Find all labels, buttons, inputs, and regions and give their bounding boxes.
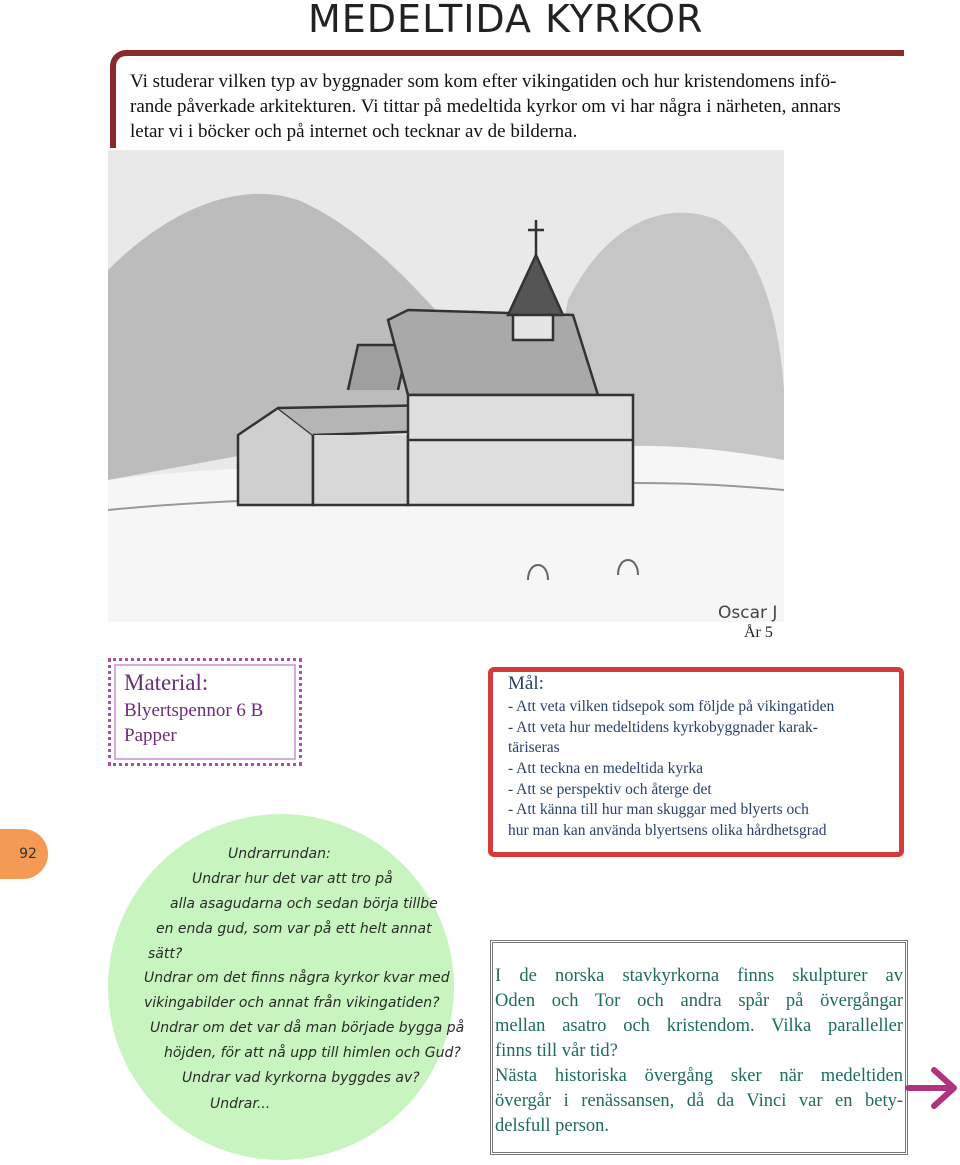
page-title: MEDELTIDA KYRKOR <box>308 0 704 41</box>
goal-line: - Att veta hur medeltidens kyrkobyggnader karak- <box>508 719 818 736</box>
goal-line: - Att veta vilken tidsepok som följde på vikingatiden <box>508 698 835 715</box>
info-line: Oden och Tor och andra spår på övergångar <box>495 991 903 1011</box>
info-line: övergår i renässansen, då da Vinci var en bety- <box>495 1091 903 1111</box>
goal-line: hur man kan använda blyertsens olika hårdhetsgrad <box>508 822 827 839</box>
wonder-line: alla asagudarna och sedan börja tillbe <box>170 896 438 912</box>
info-line: mellan asatro och kristendom. Vilka paralleller <box>495 1016 903 1036</box>
drawing-signature: Oscar J <box>718 603 778 622</box>
goal-line: - Att teckna en medeltida kyrka <box>508 760 703 777</box>
intro-line: Vi studerar vilken typ av byggnader som kom efter vikingatiden och hur kristendomens infö- <box>130 71 837 92</box>
goal-line: - Att känna till hur man skuggar med blyerts och <box>508 801 809 818</box>
wonder-line: vikingabilder och annat från vikingatiden? <box>144 995 440 1011</box>
info-line: delsfull person. <box>495 1116 610 1136</box>
material-item: Papper <box>124 725 177 746</box>
goal-line: täriseras <box>508 739 560 756</box>
intro-line: rande påverkade arkitekturen. Vi tittar på medeltida kyrkor om vi har några i närheten, annars <box>130 96 841 117</box>
intro-text <box>130 69 910 144</box>
info-line: finns till vår tid? <box>495 1041 618 1061</box>
drawing-year: År 5 <box>744 624 773 641</box>
page-number: 92 <box>0 829 48 879</box>
church-drawing <box>108 150 784 622</box>
intro-line: letar vi i böcker och på internet och tecknar av de bilderna. <box>130 121 578 142</box>
goals-title: Mål: <box>508 673 544 694</box>
wonder-line: Undrar om det var då man började bygga på <box>150 1020 465 1036</box>
wonder-circle <box>108 814 454 1160</box>
wonder-line: Undrar vad kyrkorna byggdes av? <box>182 1070 420 1086</box>
wonder-title: Undrarrundan: <box>228 846 331 862</box>
material-title: Material: <box>124 670 209 695</box>
goal-line: - Att se perspektiv och återge det <box>508 781 712 798</box>
info-line: Nästa historiska övergång sker när medeltiden <box>495 1066 903 1086</box>
arrow-right-icon[interactable] <box>904 1062 960 1114</box>
wonder-line: sätt? <box>148 946 183 962</box>
wonder-line: Undrar om det finns några kyrkor kvar med <box>144 970 450 986</box>
wonder-line: Undrar... <box>210 1096 271 1112</box>
wonder-line: en enda gud, som var på ett helt annat <box>156 921 432 937</box>
wonder-line: höjden, för att nå upp till himlen och Gud? <box>164 1045 461 1061</box>
info-line: I de norska stavkyrkorna finns skulpturer av <box>495 966 903 986</box>
material-item: Blyertspennor 6 B <box>124 700 264 721</box>
wonder-line: Undrar hur det var att tro på <box>192 871 393 887</box>
